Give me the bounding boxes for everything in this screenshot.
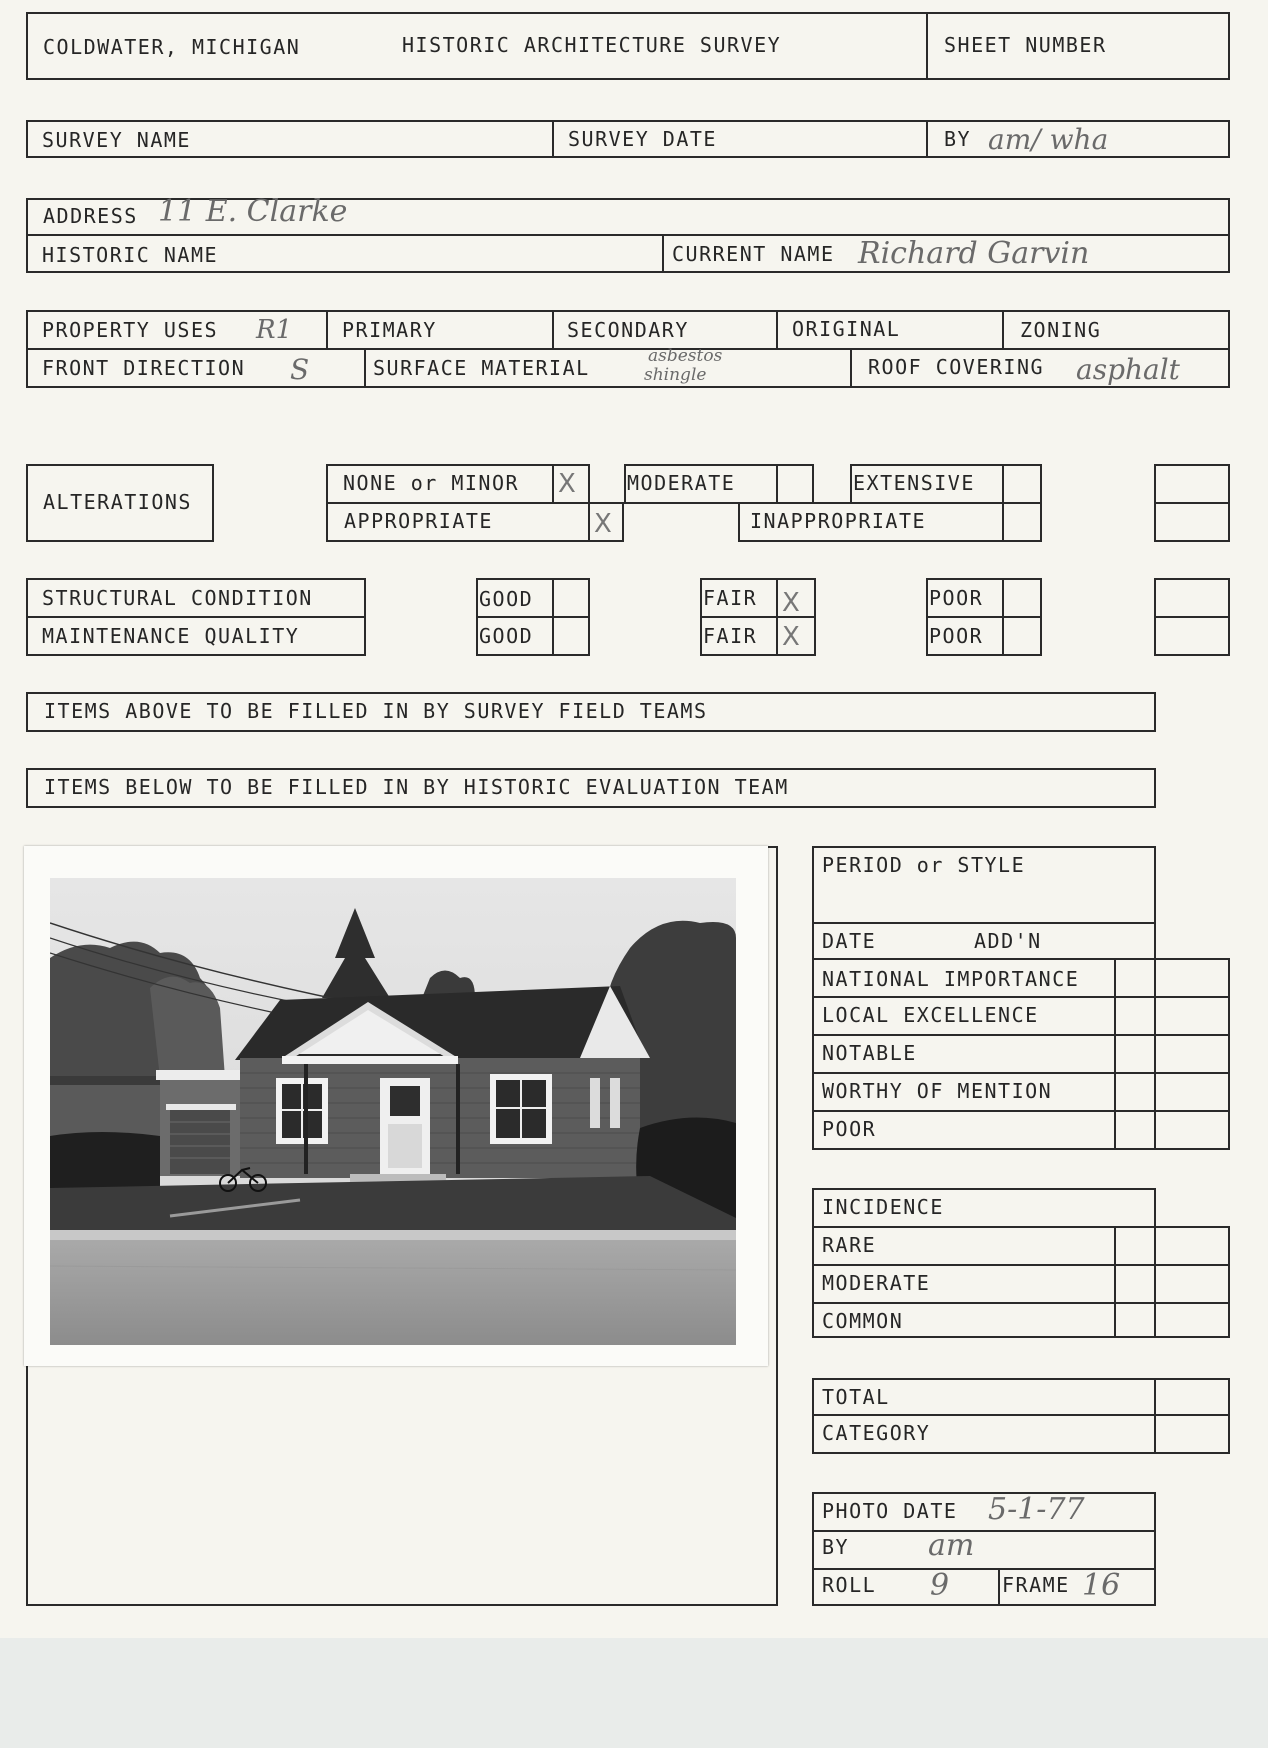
fair-col-div bbox=[776, 578, 778, 656]
survey-name-label: SURVEY NAME bbox=[42, 128, 191, 152]
condition-label-div bbox=[26, 616, 366, 618]
property-uses-value: R1 bbox=[256, 315, 293, 345]
notable-label: NOTABLE bbox=[822, 1041, 917, 1065]
significance-col2 bbox=[1154, 958, 1156, 1150]
survey-row-right bbox=[1228, 120, 1230, 158]
alt-left-col-div bbox=[552, 464, 554, 502]
poor-row-div bbox=[926, 616, 1042, 618]
alterations-none-minor: NONE or MINOR bbox=[343, 471, 520, 495]
photo-by-value: am bbox=[928, 1528, 975, 1563]
total-category-col bbox=[1154, 1378, 1156, 1454]
appropriate-check-mark: X bbox=[594, 509, 612, 539]
current-name-value: Richard Garvin bbox=[858, 236, 1090, 271]
incidence-moderate-label: MODERATE bbox=[822, 1271, 931, 1295]
poor-col-div bbox=[1002, 578, 1004, 656]
front-div2 bbox=[850, 348, 852, 388]
front-direction-label: FRONT DIRECTION bbox=[42, 356, 246, 380]
rare-label: RARE bbox=[822, 1233, 877, 1257]
alt-appropriate-col-div bbox=[588, 502, 590, 542]
survey-by-label: BY bbox=[944, 127, 972, 151]
incidence-col2 bbox=[1154, 1226, 1156, 1338]
property-uses-row-divider bbox=[26, 348, 1230, 350]
addn-label: ADD'N bbox=[974, 929, 1042, 953]
significance-col1 bbox=[1114, 958, 1116, 1150]
maintenance-fair-check-mark: X bbox=[782, 622, 800, 652]
form-title: HISTORIC ARCHITECTURE SURVEY bbox=[402, 33, 782, 57]
incidence-row2 bbox=[812, 1302, 1230, 1304]
photo-info-row1 bbox=[812, 1530, 1156, 1532]
surface-material-label: SURFACE MATERIAL bbox=[373, 356, 590, 380]
uses-div2 bbox=[552, 310, 554, 348]
evaluation-team-note: ITEMS BELOW TO BE FILLED IN BY HISTORIC EVALUATION TEAM bbox=[44, 775, 789, 799]
property-uses-label: PROPERTY USES bbox=[42, 318, 219, 342]
frame-label: FRAME bbox=[1002, 1573, 1070, 1597]
front-div1 bbox=[364, 348, 366, 388]
surface-material-value-2: shingle bbox=[644, 365, 707, 385]
survey-row-div1 bbox=[552, 120, 554, 158]
survey-row-left bbox=[26, 120, 28, 158]
primary-label: PRIMARY bbox=[342, 318, 437, 342]
header-divider bbox=[926, 12, 928, 80]
structural-fair: FAIR bbox=[703, 586, 758, 610]
uses-div4 bbox=[1002, 310, 1004, 348]
category-label: CATEGORY bbox=[822, 1421, 931, 1445]
city-label: COLDWATER, MICHIGAN bbox=[43, 35, 301, 59]
uses-div1 bbox=[326, 310, 328, 348]
roof-covering-label: ROOF COVERING bbox=[868, 355, 1045, 379]
surface-material-value-1: asbestos bbox=[648, 346, 723, 366]
incidence-col1 bbox=[1114, 1226, 1116, 1338]
alterations-extensive: EXTENSIVE bbox=[853, 471, 975, 495]
historic-current-divider bbox=[662, 234, 664, 273]
period-style-label: PERIOD or STYLE bbox=[822, 853, 1026, 877]
total-label: TOTAL bbox=[822, 1385, 890, 1409]
incidence-label: INCIDENCE bbox=[822, 1195, 944, 1219]
uses-div3 bbox=[776, 310, 778, 348]
structural-good: GOOD bbox=[479, 587, 534, 611]
common-label: COMMON bbox=[822, 1309, 904, 1333]
alterations-inappropriate: INAPPROPRIATE bbox=[750, 509, 927, 533]
photo-date-label: PHOTO DATE bbox=[822, 1499, 958, 1523]
maintenance-quality-label: MAINTENANCE QUALITY bbox=[42, 624, 300, 648]
frame-value: 16 bbox=[1082, 1568, 1121, 1603]
address-value: 11 E. Clarke bbox=[158, 194, 348, 229]
alterations-appropriate: APPROPRIATE bbox=[344, 509, 493, 533]
roof-covering-value: asphalt bbox=[1076, 353, 1180, 386]
good-row-div bbox=[476, 616, 590, 618]
alterations-label: ALTERATIONS bbox=[43, 490, 192, 514]
worthy-of-mention-label: WORTHY OF MENTION bbox=[822, 1079, 1053, 1103]
roll-value: 9 bbox=[930, 1568, 950, 1603]
address-label: ADDRESS bbox=[43, 204, 138, 228]
total-category-div bbox=[812, 1414, 1230, 1416]
significance-row1 bbox=[812, 996, 1230, 998]
none-minor-check-mark: X bbox=[558, 469, 576, 499]
national-importance-label: NATIONAL IMPORTANCE bbox=[822, 967, 1080, 991]
structural-fair-check-mark: X bbox=[782, 588, 800, 618]
photo-by-label: BY bbox=[822, 1535, 850, 1559]
incidence-row1 bbox=[812, 1264, 1230, 1266]
original-label: ORIGINAL bbox=[792, 317, 901, 341]
significance-row2 bbox=[812, 1034, 1230, 1036]
roll-label: ROLL bbox=[822, 1573, 877, 1597]
condition-score-div bbox=[1154, 616, 1230, 618]
period-date-div bbox=[812, 922, 1156, 924]
survey-row-div2 bbox=[926, 120, 928, 158]
sheet-number-label: SHEET NUMBER bbox=[944, 33, 1107, 57]
maintenance-fair: FAIR bbox=[703, 624, 758, 648]
field-teams-note: ITEMS ABOVE TO BE FILLED IN BY SURVEY FIELD TEAMS bbox=[44, 699, 708, 723]
significance-row3 bbox=[812, 1072, 1230, 1074]
current-name-label: CURRENT NAME bbox=[672, 242, 835, 266]
significance-row4 bbox=[812, 1110, 1230, 1112]
front-direction-value: S bbox=[290, 353, 310, 386]
poor-rating-label: POOR bbox=[822, 1117, 877, 1141]
structural-condition-label: STRUCTURAL CONDITION bbox=[42, 586, 313, 610]
survey-by-value: am/ wha bbox=[988, 123, 1109, 156]
secondary-label: SECONDARY bbox=[567, 318, 689, 342]
survey-row-top bbox=[26, 120, 1230, 122]
roll-frame-div bbox=[998, 1568, 1000, 1606]
alt-appropriate-bottom bbox=[588, 540, 624, 542]
maintenance-poor: POOR bbox=[929, 624, 984, 648]
historic-name-label: HISTORIC NAME bbox=[42, 243, 219, 267]
structural-poor: POOR bbox=[929, 586, 984, 610]
survey-date-label: SURVEY DATE bbox=[568, 127, 717, 151]
date-label: DATE bbox=[822, 929, 877, 953]
survey-row-bottom bbox=[26, 156, 1230, 158]
good-col-div bbox=[552, 578, 554, 656]
maintenance-good: GOOD bbox=[479, 624, 534, 648]
alt-appropriate-right bbox=[622, 502, 624, 542]
local-excellence-label: LOCAL EXCELLENCE bbox=[822, 1003, 1039, 1027]
house-photograph bbox=[50, 878, 736, 1345]
photo-date-value: 5-1-77 bbox=[988, 1492, 1085, 1527]
zoning-label: ZONING bbox=[1020, 318, 1102, 342]
alt-left-row-div bbox=[326, 502, 624, 504]
alt-score-div bbox=[1154, 502, 1230, 504]
alterations-moderate: MODERATE bbox=[627, 471, 736, 495]
alt-moderate-check-div bbox=[776, 464, 778, 504]
